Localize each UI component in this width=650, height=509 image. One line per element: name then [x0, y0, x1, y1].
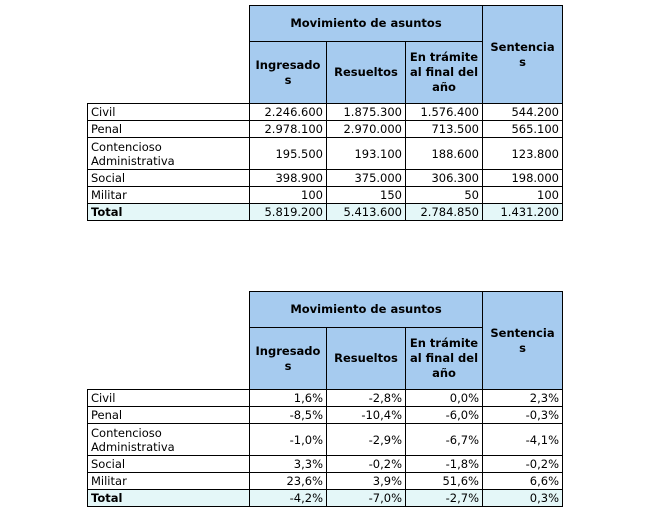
table-row	[88, 456, 563, 473]
value-ingresados: -1,0%	[250, 424, 327, 456]
group-header: Movimiento de asuntos	[250, 6, 483, 42]
value-ingresados: 100	[250, 187, 327, 204]
value-sentencias: 1.431.200	[483, 204, 563, 221]
row-label: Social	[88, 170, 250, 187]
value-ingresados: 2.978.100	[250, 121, 327, 138]
value-tramite: -1,8%	[406, 456, 483, 473]
table-row	[88, 473, 563, 490]
value-resueltos: -2,9%	[327, 424, 406, 456]
row-label: Contencioso Administrativa	[88, 424, 250, 456]
value-tramite: 2.784.850	[406, 204, 483, 221]
value-sentencias: 0,3%	[483, 490, 563, 507]
value-sentencias: 123.800	[483, 138, 563, 170]
value-tramite: 51,6%	[406, 473, 483, 490]
value-sentencias: 6,6%	[483, 473, 563, 490]
header-ingresados: Ingresado s	[250, 328, 327, 390]
value-sentencias: -0,2%	[483, 456, 563, 473]
header-ingresados: Ingresado s	[250, 42, 327, 104]
value-resueltos: -0,2%	[327, 456, 406, 473]
row-label: Civil	[88, 104, 250, 121]
row-label: Total	[88, 204, 250, 221]
header-sentencias: Sentencia s	[483, 292, 563, 390]
value-resueltos: 375.000	[327, 170, 406, 187]
value-tramite: -6,7%	[406, 424, 483, 456]
value-tramite: 188.600	[406, 138, 483, 170]
header-tramite: En trámite al final del año	[406, 328, 483, 390]
row-label: Penal	[88, 121, 250, 138]
group-header: Movimiento de asuntos	[250, 292, 483, 328]
table-row	[88, 407, 563, 424]
value-sentencias: 100	[483, 187, 563, 204]
value-resueltos: 3,9%	[327, 473, 406, 490]
header-resueltos: Resueltos	[327, 42, 406, 104]
value-ingresados: 1,6%	[250, 390, 327, 407]
value-ingresados: 3,3%	[250, 456, 327, 473]
row-label: Penal	[88, 407, 250, 424]
value-tramite: 50	[406, 187, 483, 204]
value-sentencias: -0,3%	[483, 407, 563, 424]
percentage-change-table	[87, 291, 563, 507]
total-row	[88, 204, 563, 221]
value-resueltos: 2.970.000	[327, 121, 406, 138]
value-resueltos: 150	[327, 187, 406, 204]
value-resueltos: -10,4%	[327, 407, 406, 424]
value-resueltos: 5.413.600	[327, 204, 406, 221]
table-row	[88, 104, 563, 121]
value-tramite: -6,0%	[406, 407, 483, 424]
table-row	[88, 187, 563, 204]
table-row	[88, 390, 563, 407]
value-ingresados: 2.246.600	[250, 104, 327, 121]
header-tramite: En trámite al final del año	[406, 42, 483, 104]
corner-blank-cell	[88, 292, 250, 328]
corner-blank-cell	[88, 42, 250, 104]
header-resueltos: Resueltos	[327, 328, 406, 390]
row-label: Total	[88, 490, 250, 507]
value-tramite: 713.500	[406, 121, 483, 138]
value-ingresados: -4,2%	[250, 490, 327, 507]
value-ingresados: 23,6%	[250, 473, 327, 490]
corner-blank-cell	[88, 6, 250, 42]
value-tramite: 306.300	[406, 170, 483, 187]
value-sentencias: 565.100	[483, 121, 563, 138]
row-label: Contencioso Administrativa	[88, 138, 250, 170]
value-ingresados: 195.500	[250, 138, 327, 170]
value-ingresados: 5.819.200	[250, 204, 327, 221]
value-sentencias: 2,3%	[483, 390, 563, 407]
row-label: Militar	[88, 473, 250, 490]
value-ingresados: 398.900	[250, 170, 327, 187]
value-sentencias: 198.000	[483, 170, 563, 187]
row-label: Militar	[88, 187, 250, 204]
value-tramite: 1.576.400	[406, 104, 483, 121]
value-sentencias: 544.200	[483, 104, 563, 121]
value-resueltos: -7,0%	[327, 490, 406, 507]
header-sentencias: Sentencia s	[483, 6, 563, 104]
value-resueltos: 1.875.300	[327, 104, 406, 121]
value-resueltos: -2,8%	[327, 390, 406, 407]
total-row	[88, 490, 563, 507]
table-row	[88, 138, 563, 170]
corner-blank-cell	[88, 328, 250, 390]
value-tramite: 0,0%	[406, 390, 483, 407]
value-ingresados: -8,5%	[250, 407, 327, 424]
table-row	[88, 121, 563, 138]
value-resueltos: 193.100	[327, 138, 406, 170]
table-row	[88, 424, 563, 456]
value-sentencias: -4,1%	[483, 424, 563, 456]
row-label: Civil	[88, 390, 250, 407]
absolute-figures-table	[87, 5, 563, 221]
table-row	[88, 170, 563, 187]
value-tramite: -2,7%	[406, 490, 483, 507]
row-label: Social	[88, 456, 250, 473]
